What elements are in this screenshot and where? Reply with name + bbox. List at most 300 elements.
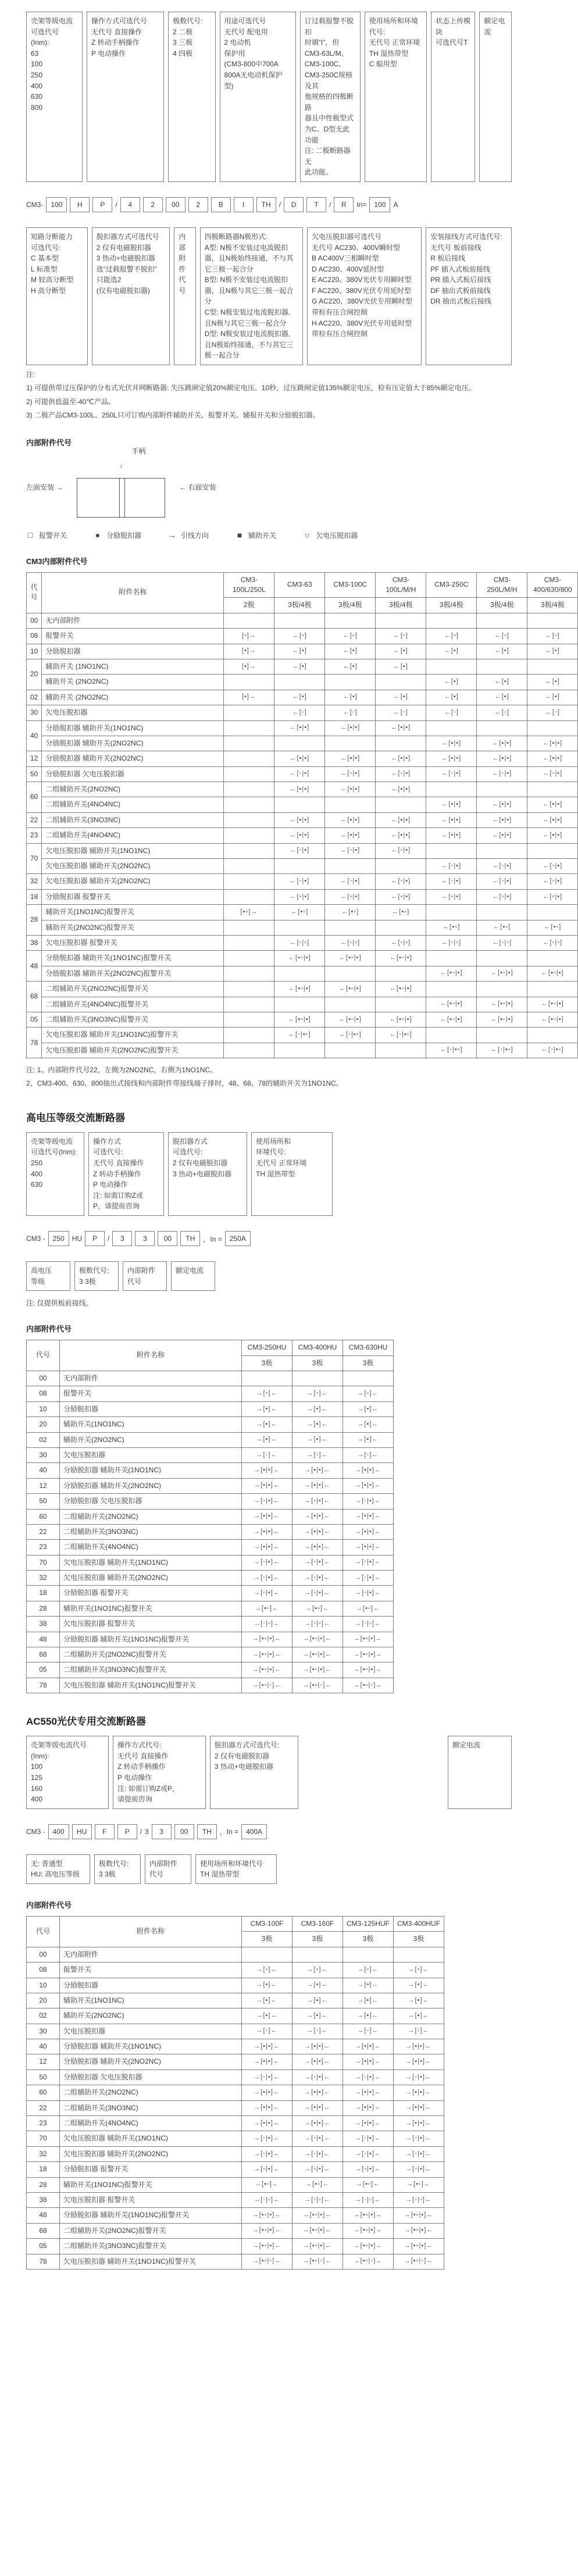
name-cell: 二组辅助开关(4NO4NC) (60, 1540, 242, 1555)
option-box-line: 3 热动+电磁脱扣器 (215, 1762, 274, 1771)
symbol-cell: →[▪]← (394, 1993, 444, 2008)
symbol-cell: →[▪|▪]← (242, 2100, 292, 2115)
section2-heading: 高电压等级交流断路器 (26, 1112, 125, 1123)
name-cell: 分励脱扣器 辅助开关(1NO1NC) (60, 1463, 242, 1478)
table-row (27, 1478, 394, 1493)
option-box-line: 可选代号: (173, 1148, 203, 1157)
code-cell: 70 (27, 2131, 60, 2146)
breaker-outline (77, 447, 165, 518)
symbol-cell: ←[◦|▪] (426, 874, 477, 889)
accessory-table (26, 572, 578, 1059)
symbol-cell: ←[◦] (477, 705, 527, 720)
option-box-line: 160 (31, 1784, 43, 1793)
symbol-cell: →[▪|▪]← (394, 2100, 444, 2115)
model-code-text: In= (356, 200, 367, 209)
symbol-cell: →[▪▫]← (292, 1601, 343, 1616)
symbol-cell (242, 1371, 292, 1386)
table-row (27, 1993, 444, 2008)
code-cell: 05 (27, 1662, 60, 1678)
name-cell: 分励脱扣器 辅助开关(1NO1NC) (60, 2039, 242, 2054)
name-cell: 欠电压脱扣器 报警开关 (42, 935, 224, 950)
symbol-cell: ←[▪|•] (477, 751, 527, 766)
option-box-line: 无代号 直接操作 (91, 27, 142, 36)
table1-notes (26, 1064, 512, 1090)
option-box-line: 脱扣器方式可选代号: (215, 1741, 280, 1750)
table-row (27, 1632, 394, 1647)
table-row (27, 2039, 444, 2054)
symbol-cell: ←[◦|▪▫] (274, 1027, 325, 1043)
option-box-line: 状态上传模块 (436, 17, 471, 36)
name-cell: 分励脱扣器 辅助开关(1NO1NC) (42, 720, 224, 736)
option-box-line: 为C、D型无此功能 (304, 124, 350, 144)
option-box-line: 无代号 正常环境 (369, 38, 420, 47)
symbol-cell: →[▪|•]← (292, 2039, 343, 2054)
model-code-box: B (211, 197, 231, 212)
symbol-cell: →[▪|•]← (343, 2054, 394, 2070)
symbol-cell: ←[▪] (274, 659, 325, 674)
option-box-line: 注: 如需订购Z或 (93, 1191, 143, 1200)
symbol-cell: →[▫|•]← (343, 1586, 394, 1601)
symbol-cell: →[▪▫|•]← (343, 1632, 394, 1647)
symbol-cell (274, 1043, 325, 1058)
table3-container (26, 1916, 512, 2270)
model-code-box: TH (180, 1231, 200, 1246)
note-line: 3) 二极产品CM3-100L、250L只可订购内部附件辅助开关、报警开关、辅报开关和分励脱扣器。 (26, 411, 320, 420)
symbol-cell (527, 982, 578, 997)
code-cell: 32 (27, 874, 42, 889)
symbol-cell (527, 905, 578, 920)
symbol-cell: ←[▪▫|•] (325, 951, 376, 966)
note-line: 2) 可提供低温至-40℃产品。 (26, 397, 115, 406)
table-row (27, 1494, 394, 1509)
symbol-cell: →[▪|▪]← (343, 2100, 394, 2115)
name-cell: 报警开关 (60, 1386, 242, 1401)
symbol-cell: ←[◦] (426, 705, 477, 720)
symbol-cell: →[•]← (242, 1401, 292, 1417)
symbol-cell: →[▪]← (343, 2008, 394, 2024)
code-cell: 12 (27, 1478, 60, 1493)
option-box-line: 可选代号 (31, 27, 59, 36)
symbol-cell: →[◦|•]← (242, 1494, 292, 1509)
code-cell: 18 (27, 1586, 60, 1601)
table2-title: 内部附件代号 (26, 1325, 72, 1334)
name-cell: 二组辅助开关(3NO3NC)报警开关 (60, 2239, 242, 2254)
symbol-cell: →[▪▫|▪]← (394, 2239, 444, 2254)
label-box-line: 高电压 (31, 1266, 52, 1275)
section3-model-code (26, 1824, 512, 1839)
symbol-cell (274, 966, 325, 981)
table-row (27, 2146, 444, 2161)
symbol-cell: ←[▪|•] (274, 720, 325, 736)
symbol-cell: ←[▪] (325, 659, 376, 674)
symbol-cell: →[▪|•]← (242, 2039, 292, 2054)
option-box-line: PF 插入式板前接线 (430, 265, 490, 273)
symbol-cell: ←[▪▫] (376, 905, 426, 920)
label-box-line: HU: 高电压等级 (31, 1870, 80, 1879)
model-code-text: / (108, 1235, 110, 1243)
symbol-cell: ←[▪|•] (426, 751, 477, 766)
code-cell: 50 (27, 1494, 60, 1509)
section2-top-boxes (26, 1132, 512, 1216)
symbol-cell (477, 1027, 527, 1043)
accessory-table (26, 1340, 394, 1693)
name-cell: 二组辅助开关(2NO2NC) (60, 1509, 242, 1524)
column-model-header: CM3-250HU (242, 1340, 292, 1355)
symbol-cell: ←[◦] (325, 705, 376, 720)
symbol-cell: ←[▪▫|▪] (376, 1012, 426, 1027)
code-cell: 32 (27, 1571, 60, 1586)
name-cell: 辅助开关(1NO1NC)报警开关 (60, 2177, 242, 2192)
option-box-line: 壳架等级电流 (31, 17, 73, 25)
note-line: 1) 可提供带过压保护的分布式光伏并网断路器: 失压跳闸定值20%额定电压、10秒，过压跳闸定值135%额定电压，检有压定值大于85%额定电压。 (26, 384, 476, 393)
option-box-line: Z 转动手柄操作 (91, 38, 140, 47)
symbol-cell: [▪]→ (224, 659, 274, 674)
symbol-cell (224, 951, 274, 966)
name-cell: 二组辅助开关(2NO2NC)报警开关 (60, 2223, 242, 2238)
code-cell: 48 (27, 1632, 60, 1647)
column-poles-header: 3极 (292, 1932, 343, 1947)
legend-symbol-icon: → (168, 530, 177, 540)
label-box-line: 使用场所和环境代号 (200, 1859, 263, 1868)
symbol-cell: →[▪▫|▪]← (292, 2239, 343, 2254)
note-label: 注: (26, 370, 35, 379)
symbol-cell (325, 736, 376, 751)
name-cell: 辅助开关(2NO2NC)报警开关 (42, 920, 224, 935)
name-cell: 辅助开关 (1NO1NC) (42, 659, 224, 674)
label-box-line: 极数代号: (79, 1266, 109, 1275)
column-poles-header: 3极 (292, 1355, 343, 1371)
symbol-cell: →[◦|▪]← (343, 1555, 394, 1570)
symbol-cell: →[◦|▪]← (343, 2131, 394, 2146)
model-code-box: D (284, 197, 304, 212)
symbol-cell (376, 675, 426, 690)
symbol-cell (274, 797, 325, 812)
symbol-cell: →[▪]← (242, 2008, 292, 2024)
symbol-cell: →[▪]← (394, 2008, 444, 2024)
option-box-line: B型: N极不安装过电流脱扣 (204, 276, 288, 284)
table-row (27, 2208, 444, 2223)
option-box-line: (Inm): (31, 38, 49, 47)
table-row (27, 982, 578, 997)
table-row (27, 1401, 394, 1417)
option-box-line: A型: N极不安装过电流脱扣 (204, 243, 288, 252)
symbol-cell: ←[•] (426, 644, 477, 659)
symbol-cell: →[◦|•]← (292, 2070, 343, 2085)
symbol-cell: ←[▪] (527, 675, 578, 690)
symbol-cell: →[▪|▪]← (292, 1509, 343, 1524)
label-box-line: 内部附件 (149, 1859, 178, 1868)
symbol-cell: →[◦|▫]← (242, 1617, 292, 1632)
symbol-cell: ←[•] (274, 644, 325, 659)
symbol-cell: →[◦|▪]← (292, 2146, 343, 2161)
name-cell: 二组辅助开关(3NO3NC) (42, 812, 224, 827)
symbol-cell: ←[▪▫] (426, 920, 477, 935)
symbol-cell: ←[▫|•] (376, 889, 426, 904)
option-box-line: 环境代号: (256, 1148, 286, 1157)
option-box-line: 630 (31, 1180, 43, 1189)
name-cell: 二组辅助开关(4NO4NC) (60, 2116, 242, 2131)
code-cell: 10 (27, 1978, 60, 1993)
model-code-box: HU (72, 1824, 92, 1839)
section2-model-code (26, 1231, 512, 1246)
option-box (26, 227, 88, 365)
code-cell: 23 (27, 1540, 60, 1555)
legend-symbol-icon: ■ (237, 530, 242, 540)
symbol-cell: ←[▪|•] (325, 720, 376, 736)
symbol-cell: →[▪]← (242, 1993, 292, 2008)
table-row (27, 951, 578, 966)
symbol-cell: →[▪▫|▪]← (394, 2223, 444, 2238)
symbol-cell: ←[◦|▪] (325, 843, 376, 858)
option-box-line: C型: N极安装过电流脱扣器, (204, 308, 291, 317)
table-row (27, 1043, 578, 1058)
option-box (431, 12, 475, 182)
symbol-cell: ←[▪|▪] (325, 828, 376, 843)
option-box (300, 12, 361, 182)
symbol-cell: ←[▪▫|•] (527, 966, 578, 981)
symbol-cell: ←[▪|▪] (325, 812, 376, 827)
model-code-box: P (92, 197, 112, 212)
option-box-line: (Inm): (31, 1751, 49, 1760)
symbol-cell: ←[◦|▪▫] (527, 1043, 578, 1058)
option-box (307, 227, 422, 365)
symbol-cell (274, 736, 325, 751)
name-cell: 辅助开关(1NO1NC)报警开关 (42, 905, 224, 920)
handle-label: 手柄 (131, 447, 146, 455)
name-cell: 欠电压脱扣器 辅助开关(1NO1NC) (60, 2131, 242, 2146)
option-box-line: 操作方式可选代号 (91, 17, 147, 25)
symbol-cell: →[▫]← (292, 1386, 343, 1401)
symbol-cell (224, 675, 274, 690)
name-cell: 欠电压脱扣器 辅助开关(1NO1NC)报警开关 (60, 1678, 242, 1693)
code-cell: 30 (27, 705, 42, 720)
option-box (426, 227, 512, 365)
symbol-cell (477, 782, 527, 797)
option-box-line: TH 湿热带型 (369, 49, 409, 58)
option-box-line: 无代号 AC230、400V瞬时型 (312, 243, 401, 252)
symbol-cell: →[▪▫|◦]← (242, 1678, 292, 1693)
symbol-cell: ←[▪▫|▪] (325, 1012, 376, 1027)
option-box-line: G AC220、380V光伏专用瞬时型 (312, 297, 412, 306)
option-box-line: 125 (31, 1773, 43, 1782)
name-cell: 分励脱扣器 欠电压脱扣器 (42, 766, 224, 782)
symbol-cell: →[▪▫|◦]← (292, 1678, 343, 1693)
name-cell: 欠电压脱扣器 辅助开关(2NO2NC) (60, 2146, 242, 2161)
symbol-cell (224, 797, 274, 812)
table-row (27, 874, 578, 889)
right-mount-label: ← 右面安装 (179, 483, 216, 492)
model-code-box: 4 (120, 197, 140, 212)
symbol-cell: ←[◦|•] (527, 766, 578, 782)
option-box-line: P 电动操作 (91, 49, 126, 58)
option-box-line: (CM3-800中700A (224, 60, 279, 69)
symbol-cell: →[▪▫]← (394, 2177, 444, 2192)
option-box-line: 无代号 直接操作 (93, 1159, 144, 1168)
ordering-diagram1-model-code (26, 197, 512, 212)
symbol-cell: →[▪|▪]← (292, 2085, 343, 2100)
symbol-cell: →[▫]← (343, 1386, 394, 1401)
code-cell: 38 (27, 1617, 60, 1632)
option-box (168, 12, 215, 182)
symbol-cell: ←[▪] (527, 690, 578, 705)
model-code-box: P (117, 1824, 137, 1839)
name-cell: 辅助开关(2NO2NC) (60, 1432, 242, 1447)
symbol-cell: ←[◦|▪] (274, 843, 325, 858)
option-box-line: 800 (31, 103, 43, 112)
name-cell: 欠电压脱扣器 辅助开关(2NO2NC)报警开关 (42, 1043, 224, 1058)
symbol-cell (274, 613, 325, 628)
name-cell: 欠电压脱扣器 (60, 2024, 242, 2039)
option-box-line: H 高分断型 (31, 286, 66, 295)
symbol-cell: →[▪|•]← (242, 2054, 292, 2070)
option-box-line: 脱扣器方式可选代号 (96, 232, 159, 241)
symbol-cell: ←[◦] (274, 705, 325, 720)
option-box-line: 选“过载报警不脱扣” (96, 265, 157, 273)
name-cell: 报警开关 (60, 1963, 242, 1978)
symbol-cell (527, 951, 578, 966)
symbol-cell (224, 997, 274, 1012)
column-model-header: CM3-160F (292, 1916, 343, 1931)
model-code-box: 2 (188, 197, 208, 212)
code-cell: 60 (27, 1509, 60, 1524)
symbol-cell: ←[◦|•] (376, 766, 426, 782)
symbol-cell: →[◦]← (242, 2024, 292, 2039)
symbol-cell: ←[▪▫] (274, 905, 325, 920)
option-box-line: 2 仅有电磁脱扣器 (96, 243, 151, 252)
symbol-cell (224, 766, 274, 782)
table-row (27, 1386, 394, 1401)
name-cell: 分励脱扣器 辅助开关(1NO1NC)报警开关 (42, 951, 224, 966)
symbol-cell (477, 982, 527, 997)
option-box-line: L 标准型 (31, 265, 58, 273)
option-box-line: 使用场所和 (256, 1137, 291, 1146)
symbol-cell (325, 675, 376, 690)
section2-note: 注: 仅提供板前接线。 (26, 1299, 93, 1308)
symbol-cell (426, 720, 477, 736)
code-cell: 68 (27, 2223, 60, 2238)
symbol-cell (527, 782, 578, 797)
code-cell: 40 (27, 2039, 60, 2054)
table-row (27, 659, 578, 674)
symbol-cell: →[▪]← (242, 1432, 292, 1447)
option-box-line: C 基本型 (31, 254, 59, 263)
name-cell: 分励脱扣器 辅助开关(2NO2NC)报警开关 (42, 966, 224, 981)
code-cell: 12 (27, 2054, 60, 2070)
symbol-cell: →[▪▫|•]← (242, 1632, 292, 1647)
name-cell: 无内部附件 (42, 613, 224, 628)
model-code-box: T (306, 197, 326, 212)
legend-label: 分励脱扣器 (106, 531, 142, 540)
name-cell: 分励脱扣器 报警开关 (42, 889, 224, 904)
name-cell: 分励脱扣器 (60, 1978, 242, 1993)
option-box-line: 3 热动+电磁脱扣器 (96, 254, 155, 263)
symbol-cell: →[▪▫|◦]← (292, 2254, 343, 2269)
name-cell: 欠电压脱扣器 辅助开关(2NO2NC) (42, 874, 224, 889)
table-row (27, 1432, 394, 1447)
symbol-cell: ←[◦|▪] (376, 874, 426, 889)
symbol-cell: →[◦|•]← (292, 1494, 343, 1509)
symbol-cell (224, 812, 274, 827)
label-box-line: 无: 普通型 (31, 1859, 63, 1868)
name-cell: 分励脱扣器 辅助开关(2NO2NC) (42, 736, 224, 751)
symbol-cell: ←[▫] (477, 629, 527, 644)
symbol-cell (527, 613, 578, 628)
symbol-cell: ←[◦|▪] (527, 874, 578, 889)
option-box-line: 它三极一起合分 (204, 265, 254, 273)
handle-arrow-icon: ↓ (119, 461, 123, 469)
code-cell: 40 (27, 1463, 60, 1478)
symbol-cell (477, 951, 527, 966)
symbol-cell: ←[▫|•] (274, 889, 325, 904)
option-box-line: 请提前咨询 (117, 1795, 153, 1804)
option-box-line: CM3-250C规格及其 (304, 70, 352, 90)
column-model-header: CM3-250C (426, 572, 477, 598)
name-header: 附件名称 (42, 572, 224, 613)
symbol-cell: ←[▪▫|▪] (527, 997, 578, 1012)
legend-item (236, 530, 276, 540)
option-box-line: 注: 二极断路器无 (304, 147, 351, 166)
ordering-notes (26, 369, 512, 422)
symbol-cell: →[◦|▪]← (292, 1555, 343, 1570)
symbol-cell: →[▪▫|•]← (292, 1632, 343, 1647)
legend-item (26, 530, 67, 540)
legend-item (168, 530, 209, 540)
symbol-cell: →[▪▫]← (343, 1601, 394, 1616)
label-box-line: 3 3极 (99, 1870, 116, 1879)
model-code-box: P (85, 1231, 105, 1246)
column-model-header: CM3-100L/M/H (376, 572, 426, 598)
table-row (27, 935, 578, 950)
symbol-cell: →[▪▫|▪]← (242, 1647, 292, 1662)
option-box-line: 注: 如需订购Z或P， (117, 1784, 180, 1793)
symbol-cell: ←[◦|•] (477, 766, 527, 782)
model-code-box: TH (197, 1824, 217, 1839)
symbol-cell: →[▪|•]← (343, 2039, 394, 2054)
code-cell: 02 (27, 690, 42, 705)
column-poles-header: 3极/4极 (274, 598, 325, 613)
symbol-cell: →[◦|▫]← (343, 1617, 394, 1632)
symbol-cell: →[◦|▪]← (242, 1555, 292, 1570)
model-code-box: F (95, 1824, 115, 1839)
symbol-cell: →[▪▫]← (343, 2177, 394, 2192)
option-box (26, 1736, 109, 1809)
symbol-cell (426, 782, 477, 797)
option-box (92, 227, 170, 365)
option-box-line: 250 (31, 1159, 43, 1168)
model-code-box: 3 (112, 1231, 132, 1246)
section3-bottom-boxes (26, 1854, 512, 1884)
option-box-line: 脱扣器方式 (173, 1137, 208, 1146)
table-row (27, 751, 578, 766)
table-row (27, 1947, 444, 1962)
symbol-cell (477, 720, 527, 736)
symbol-cell: →[▪|▪]← (292, 1540, 343, 1555)
symbol-cell: ←[▪|▪] (527, 797, 578, 812)
column-poles-header: 3极/4极 (325, 598, 376, 613)
symbol-cell: →[▪|•]← (343, 1463, 394, 1478)
symbol-cell: ←[▪|▪] (527, 812, 578, 827)
accessory-legend (26, 530, 512, 540)
column-model-header: CM3-63 (274, 572, 325, 598)
option-box-line: 2 仅有电磁脱扣器 (215, 1751, 270, 1760)
option-box-line: TH 湿热带型 (256, 1169, 295, 1178)
legend-item (94, 530, 141, 540)
note-line: 2、CM3-400、630、800抽出式接线和内部附件带接线端子排时，48、68、78的辅助开关为1NO1NC。 (26, 1079, 343, 1088)
symbol-cell: →[◦]← (242, 1447, 292, 1462)
symbol-cell (325, 920, 376, 935)
symbol-cell: ←[◦|▫] (274, 935, 325, 950)
symbol-cell: ←[▫|•] (426, 889, 477, 904)
